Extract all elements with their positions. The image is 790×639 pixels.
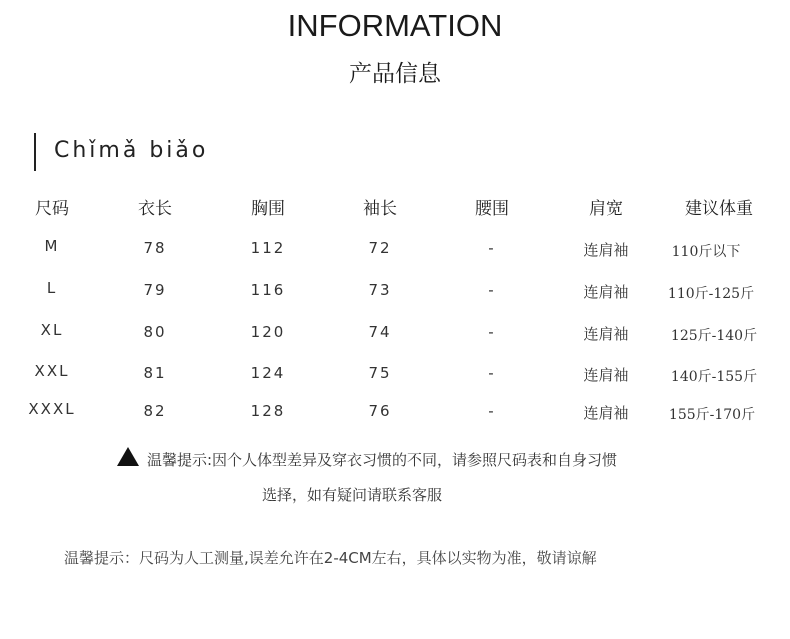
table-cell-size: XL — [40, 321, 64, 339]
table-cell-sleeve: 73 — [368, 281, 392, 299]
table-cell-length: 79 — [143, 281, 167, 299]
table-cell-waist: - — [488, 364, 496, 382]
page-title-cn: 产品信息 — [349, 61, 441, 87]
table-cell-waist: - — [488, 402, 496, 420]
table-cell-waist: - — [488, 281, 496, 299]
table-cell-sleeve: 75 — [368, 364, 392, 382]
section-divider-bar — [34, 133, 36, 171]
table-cell-bust: 116 — [250, 281, 286, 299]
table-cell-size: M — [44, 237, 60, 255]
table-cell-bust: 112 — [250, 239, 286, 257]
table-cell-bust: 124 — [250, 364, 286, 382]
footer-measurement-note: 温馨提示：尺码为人工测量,误差允许在2-4CM左右，具体以实物为准，敬请谅解 — [64, 549, 597, 567]
page-title-en: INFORMATION — [287, 8, 503, 43]
header-bust: 胸围 — [251, 199, 285, 219]
notice-text-line1: 温馨提示:因个人体型差异及穿衣习惯的不同，请参照尺码表和自身习惯 — [147, 451, 618, 469]
header-shoulder: 肩宽 — [589, 199, 623, 219]
section-title: Chǐmǎ biǎo — [54, 138, 209, 163]
warning-triangle-icon — [117, 447, 139, 466]
table-cell-size: L — [46, 279, 58, 297]
header-size: 尺码 — [35, 199, 69, 219]
table-cell-weight: 110斤以下 — [671, 244, 741, 260]
table-cell-shoulder: 连肩袖 — [583, 366, 629, 384]
table-cell-length: 81 — [143, 364, 167, 382]
table-cell-length: 82 — [143, 402, 167, 420]
table-cell-sleeve: 76 — [368, 402, 392, 420]
table-cell-weight: 125斤-140斤 — [670, 328, 758, 344]
table-cell-bust: 120 — [250, 323, 286, 341]
header-sleeve: 袖长 — [363, 199, 397, 219]
table-cell-length: 80 — [143, 323, 167, 341]
table-cell-shoulder: 连肩袖 — [583, 404, 629, 422]
header-waist: 腰围 — [475, 199, 509, 219]
table-cell-length: 78 — [143, 239, 167, 257]
table-cell-sleeve: 74 — [368, 323, 392, 341]
header-length: 衣长 — [138, 199, 172, 219]
table-cell-sleeve: 72 — [368, 239, 392, 257]
table-cell-size: XXL — [34, 362, 70, 380]
table-cell-weight: 110斤-125斤 — [667, 286, 755, 302]
table-cell-waist: - — [488, 323, 496, 341]
table-cell-waist: - — [488, 239, 496, 257]
table-cell-weight: 155斤-170斤 — [668, 407, 756, 423]
table-cell-shoulder: 连肩袖 — [583, 241, 629, 259]
table-cell-bust: 128 — [250, 402, 286, 420]
table-cell-size: XXXL — [28, 400, 76, 418]
header-weight: 建议体重 — [685, 199, 753, 219]
table-cell-shoulder: 连肩袖 — [583, 283, 629, 301]
table-cell-weight: 140斤-155斤 — [670, 369, 758, 385]
notice-text-line2: 选择，如有疑问请联系客服 — [262, 486, 443, 504]
table-cell-shoulder: 连肩袖 — [583, 325, 629, 343]
